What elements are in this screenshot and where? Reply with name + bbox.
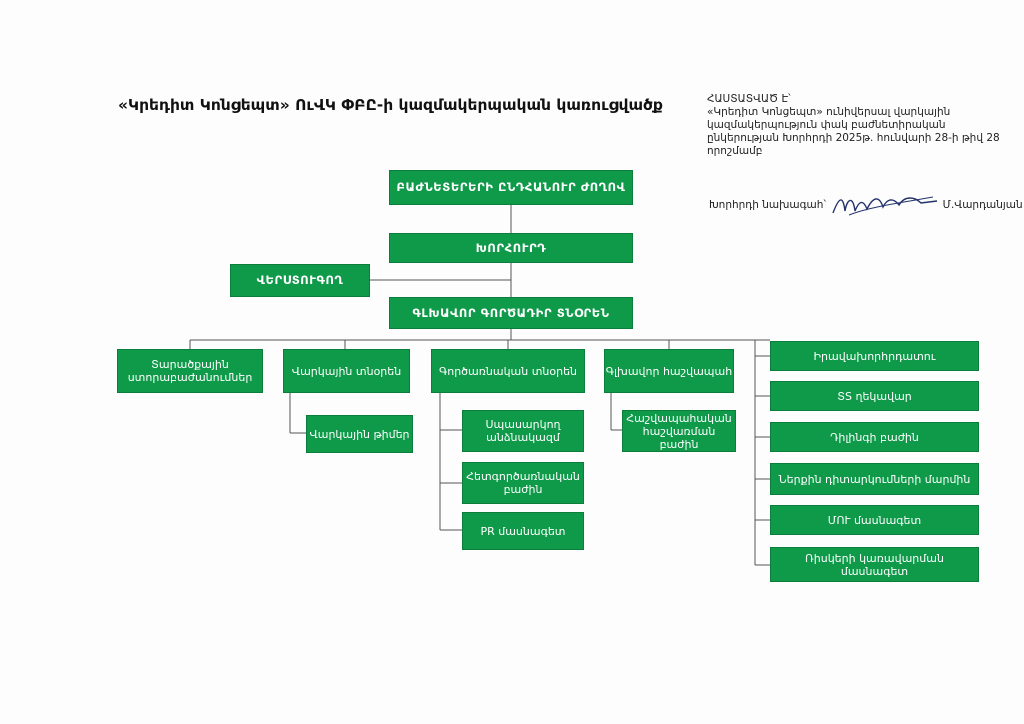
node-ceo: ԳԼԽԱՎՈՐ ԳՈՐԾԱԴԻՐ ՏՆՕՐԵՆ: [389, 297, 633, 329]
node-ops-director: Գործառնական տնօրեն: [431, 349, 585, 393]
node-auditor: ՎԵՐՍՏՈՒԳՈՂ: [230, 264, 370, 297]
approval-line: որոշմամբ: [707, 145, 763, 157]
approval-line: ընկերության Խորհրդի 2025թ. հունվարի 28-ի թիվ 28: [707, 132, 1000, 144]
chair-name: Մ.Վարդանյան: [942, 199, 1023, 211]
node-risk-specialist: Ռիսկերի կառավարման մասնագետ: [770, 547, 979, 582]
page-title: «Կրեդիտ Կոնցեպտ» ՈւՎԿ ՓԲԸ-ի կազմակերպական կառուցվածք: [118, 96, 663, 114]
chair-label: Խորհրդի նախագահ՝: [709, 199, 826, 211]
node-credit-director: Վարկային տնօրեն: [283, 349, 410, 393]
approval-line: ՀԱՍՏԱՏՎԱԾ Է՝: [707, 93, 791, 105]
node-accounting-unit: Հաշվապահական հաշվառման բաժին: [622, 410, 736, 452]
approval-line: «Կրեդիտ Կոնցեպտ» ունիվերսալ վարկային: [707, 106, 951, 118]
node-branches: Տարածքային ստորաբաժանումներ: [117, 349, 263, 393]
node-general-meeting: ԲԱԺՆԵՏԵՐԵՐԻ ԸՆԴՀԱՆՈՒՐ ԺՈՂՈՎ: [389, 170, 633, 205]
approval-line: կազմակերպություն փակ բաժնետիրական: [707, 119, 946, 131]
node-it-head: ՏS ղեկավար: [770, 381, 979, 411]
node-aml-specialist: ՄՈՒ մասնագետ: [770, 505, 979, 535]
node-credit-teams: Վարկային թիմեր: [306, 415, 413, 453]
node-board: ԽՈՐՀՈՒՐԴ: [389, 233, 633, 263]
node-legal-advisor: Իրավախորհրդատու: [770, 341, 979, 371]
node-dealing-unit: Դիլինգի բաժին: [770, 422, 979, 452]
node-chief-accountant: Գլխավոր հաշվապահ: [604, 349, 734, 393]
node-pr-specialist: PR մասնագետ: [462, 512, 584, 550]
node-postops-unit: Հետգործառնական բաժին: [462, 462, 584, 504]
node-service-staff: Սպասարկող անձնակազմ: [462, 410, 584, 452]
node-internal-control: Ներքին դիտարկումների մարմին: [770, 463, 979, 495]
